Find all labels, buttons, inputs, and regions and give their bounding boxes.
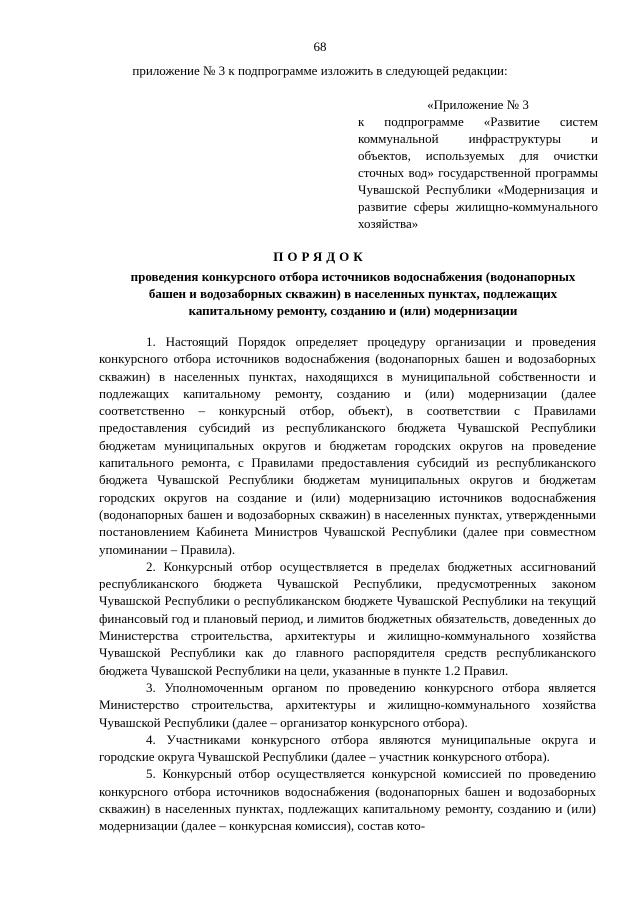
annex-text: к подпрограмме «Развитие систем коммунальной инфраструктуры и объектов, используемых для очистки сточных вод» государственной программы Чувашской Республики «Модернизация и развитие сферы жилищно-коммунального хозяйства»	[358, 114, 598, 231]
document-subtitle: проведения конкурсного отбора источников водоснабжения (водонапорных башен и водозаборных скважин) в населенных пунктах, подлежащих капитальному ремонту, созданию и (или) модернизации	[130, 269, 576, 318]
paragraph-2: 2. Конкурсный отбор осуществляется в пределах бюджетных ассигнований республиканского бюджета Чувашской Республики, предусмотренных законом Чувашской Республики о республиканском бюджете Чувашской Республики на текущий финансовый год и плановый период, и лимитов бюджетных обязательств, доведенных до Министерства строительства, архитектуры и жилищно-коммунального хозяйства Чувашской Республики как до главного распорядителя средств республиканского бюджета Чувашской Республики на цели, указанные в пункте 1.2 Правил.	[99, 558, 596, 678]
document-body	[99, 333, 596, 835]
page-number: 68	[313, 39, 327, 54]
annex-block	[358, 96, 598, 232]
document-title: ПОРЯДОК	[273, 249, 367, 264]
intro-line: приложение № 3 к подпрограмме изложить в следующей редакции:	[132, 63, 508, 78]
paragraph-5: 5. Конкурсный отбор осуществляется конкурсной комиссией по проведению конкурсного отбора источников водоснабжения (водонапорных башен и водозаборных скважин) в населенных пунктах, подлежащих капитальному ремонту, созданию и (или) модернизации (далее – конкурсная комиссия), состав кото-	[99, 766, 596, 834]
paragraph-3: 3. Уполномоченным органом по проведению конкурсного отбора является Министерство строительства, архитектуры и жилищно-коммунального хозяйства Чувашской Республики (далее – организатор конкурсного отбора).	[99, 679, 596, 730]
paragraph-1: 1. Настоящий Порядок определяет процедуру организации и проведения конкурсного отбора источников водоснабжения (водонапорных башен и водозаборных скважин) в населенных пунктах, находящихся в муниципальной собственности и подлежащих капитальному ремонту, созданию и (или) модернизации (далее соответственно – конкурсный отбор, объект), в соответствии с Правилами предоставления субсидий из республиканского бюджета Чувашской Республики бюджетам муниципальных округов и бюджетам городских округов на проведение капитального ремонта, с Правилами предоставления субсидий из республиканского бюджета Чувашской Республики бюджетам муниципальных округов и бюджетам городских округов на создание и (или) модернизацию источников водоснабжения (водонапорных башен и водозаборных скважин) в населенных пунктах, утвержденными постановлением Кабинета Министров Чувашской Республики (далее при совместном упоминании – Правила).	[99, 334, 596, 557]
paragraph-4: 4. Участниками конкурсного отбора являются муниципальные округа и городские округа Чувашской Республики (далее – участник конкурсного отбора).	[99, 731, 596, 765]
annex-heading: «Приложение № 3	[427, 97, 529, 112]
